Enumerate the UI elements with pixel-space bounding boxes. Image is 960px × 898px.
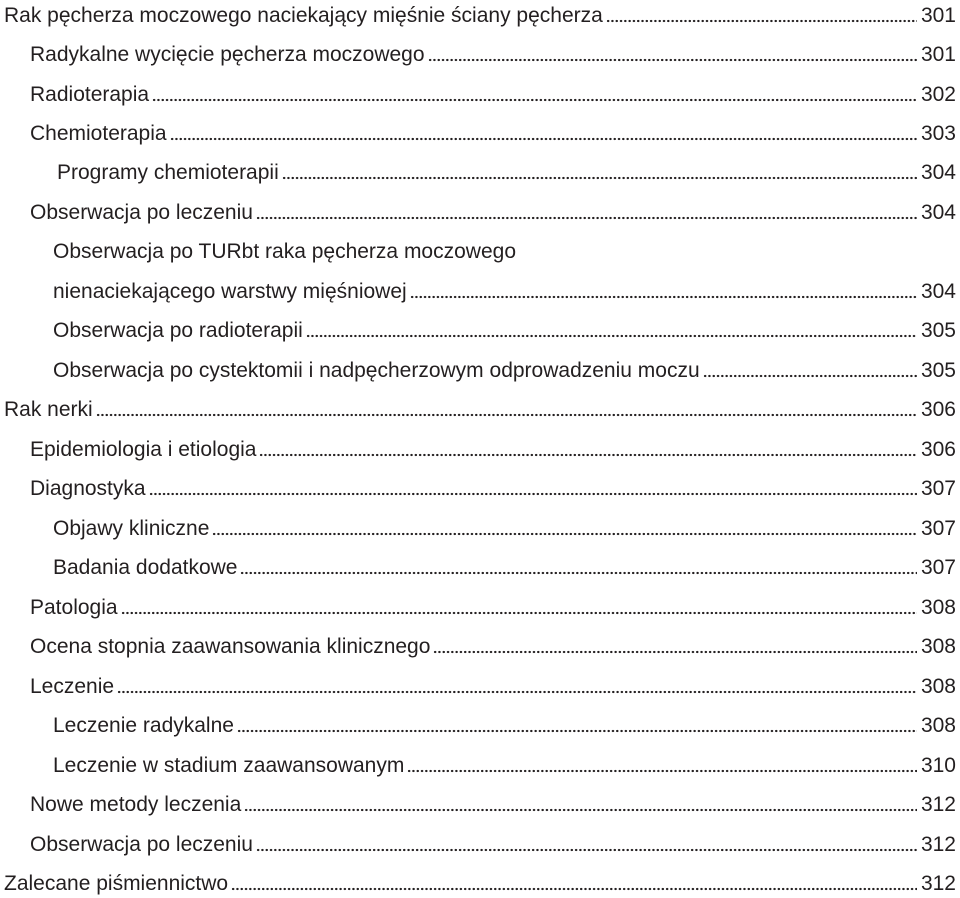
toc-entry-page: 310 xyxy=(920,754,956,777)
dot-leader xyxy=(152,97,917,103)
toc-entry[interactable] xyxy=(4,866,956,896)
toc-entry-title: Programy chemioterapii xyxy=(57,161,279,184)
toc-entry[interactable] xyxy=(30,195,956,225)
toc-entry[interactable] xyxy=(30,669,956,699)
toc-entry-page: 312 xyxy=(920,793,956,816)
dot-leader xyxy=(259,452,916,458)
dot-leader xyxy=(96,412,917,418)
toc-entry[interactable] xyxy=(53,353,956,383)
toc-entry-title: Ocena stopnia zaawansowania klinicznego xyxy=(30,635,431,658)
toc-entry-title: Epidemiologia i etiologia xyxy=(30,438,257,461)
toc-entry-page: 312 xyxy=(920,833,956,856)
toc-entry[interactable] xyxy=(53,313,956,343)
toc-entry-title: Radykalne wycięcie pęcherza moczowego xyxy=(30,43,425,66)
toc-entry[interactable] xyxy=(53,274,956,304)
toc-entry-title: Patologia xyxy=(30,596,118,619)
toc-entry-page: 307 xyxy=(920,556,956,579)
toc-entry-title: Obserwacja po cystektomii i nadpęcherzowym odprowadzeniu moczu xyxy=(53,359,700,382)
toc-entry-page: 308 xyxy=(920,675,956,698)
toc-entry[interactable] xyxy=(53,708,956,738)
toc-entry-title: Leczenie w stadium zaawansowanym xyxy=(53,754,405,777)
dot-leader xyxy=(282,175,917,181)
toc-entry[interactable] xyxy=(30,629,956,659)
toc-entry[interactable] xyxy=(53,550,956,580)
toc-entry-page: 307 xyxy=(920,517,956,540)
dot-leader xyxy=(428,57,917,63)
toc-entry[interactable] xyxy=(30,432,956,462)
toc-entry[interactable] xyxy=(30,471,956,501)
toc-entry-title: Zalecane piśmiennictwo xyxy=(4,872,229,895)
toc-entry-page: 302 xyxy=(920,83,956,106)
toc-entry[interactable] xyxy=(4,392,956,422)
toc-entry-title: Chemioterapia xyxy=(30,122,167,145)
toc-entry-title: Nowe metody leczenia xyxy=(30,793,242,816)
toc-entry-title-line1[interactable]: Obserwacja po TURbt raka pęcherza moczowego xyxy=(53,240,516,263)
toc-entry-title: Diagnostyka xyxy=(30,477,146,500)
dot-leader xyxy=(606,18,917,24)
dot-leader xyxy=(121,610,917,616)
toc-entry-page: 308 xyxy=(920,596,956,619)
toc-entry-page: 301 xyxy=(920,4,956,27)
toc-entry-title: Obserwacja po leczeniu xyxy=(30,833,253,856)
dot-leader xyxy=(117,689,917,695)
dot-leader xyxy=(240,570,916,576)
toc-entry-page: 307 xyxy=(920,477,956,500)
toc-entry-title: Radioterapia xyxy=(30,83,150,106)
toc-entry-page: 304 xyxy=(920,161,956,184)
toc-entry-page: 305 xyxy=(920,359,956,382)
toc-entry[interactable] xyxy=(53,748,956,778)
toc-entry[interactable] xyxy=(53,511,956,541)
toc-entry-title: Leczenie xyxy=(30,675,115,698)
toc-entry-page: 306 xyxy=(920,438,956,461)
toc-entry[interactable] xyxy=(30,590,956,620)
dot-leader xyxy=(433,649,917,655)
toc-entry-title: Rak nerki xyxy=(4,398,93,421)
toc-entry[interactable] xyxy=(30,116,956,146)
toc-entry-title: Obserwacja po leczeniu xyxy=(30,201,253,224)
toc-entry[interactable] xyxy=(30,827,956,857)
toc-entry[interactable] xyxy=(57,155,956,185)
dot-leader xyxy=(237,728,917,734)
dot-leader xyxy=(170,136,917,142)
toc-entry[interactable] xyxy=(30,37,956,67)
toc-entry[interactable] xyxy=(30,787,956,817)
dot-leader xyxy=(410,294,917,300)
toc-entry-title: Rak pęcherza moczowego naciekający mięśnie ściany pęcherza xyxy=(4,4,603,27)
toc-entry-page: 305 xyxy=(920,319,956,342)
toc-entry-page: 312 xyxy=(920,872,956,895)
dot-leader xyxy=(149,491,917,497)
toc-entry-page: 308 xyxy=(920,714,956,737)
toc-entry-page: 301 xyxy=(920,43,956,66)
dot-leader xyxy=(244,807,917,813)
dot-leader xyxy=(256,215,917,221)
toc-entry-page: 304 xyxy=(920,201,956,224)
dot-leader xyxy=(212,531,917,537)
dot-leader xyxy=(256,847,917,853)
toc-entry-page: 304 xyxy=(920,280,956,303)
toc-entry-title: nienaciekającego warstwy mięśniowej xyxy=(53,280,407,303)
toc-entry-page: 308 xyxy=(920,635,956,658)
toc-entry-page: 303 xyxy=(920,122,956,145)
dot-leader xyxy=(703,373,917,379)
toc-entry-page: 306 xyxy=(920,398,956,421)
dot-leader xyxy=(231,886,917,892)
dot-leader xyxy=(407,768,917,774)
toc-entry[interactable] xyxy=(30,77,956,107)
toc-entry-title: Obserwacja po radioterapii xyxy=(53,319,303,342)
dot-leader xyxy=(306,333,917,339)
toc-entry-title: Badania dodatkowe xyxy=(53,556,238,579)
toc-entry[interactable] xyxy=(4,0,956,28)
toc-entry-title: Objawy kliniczne xyxy=(53,517,210,540)
toc-entry-title: Leczenie radykalne xyxy=(53,714,234,737)
